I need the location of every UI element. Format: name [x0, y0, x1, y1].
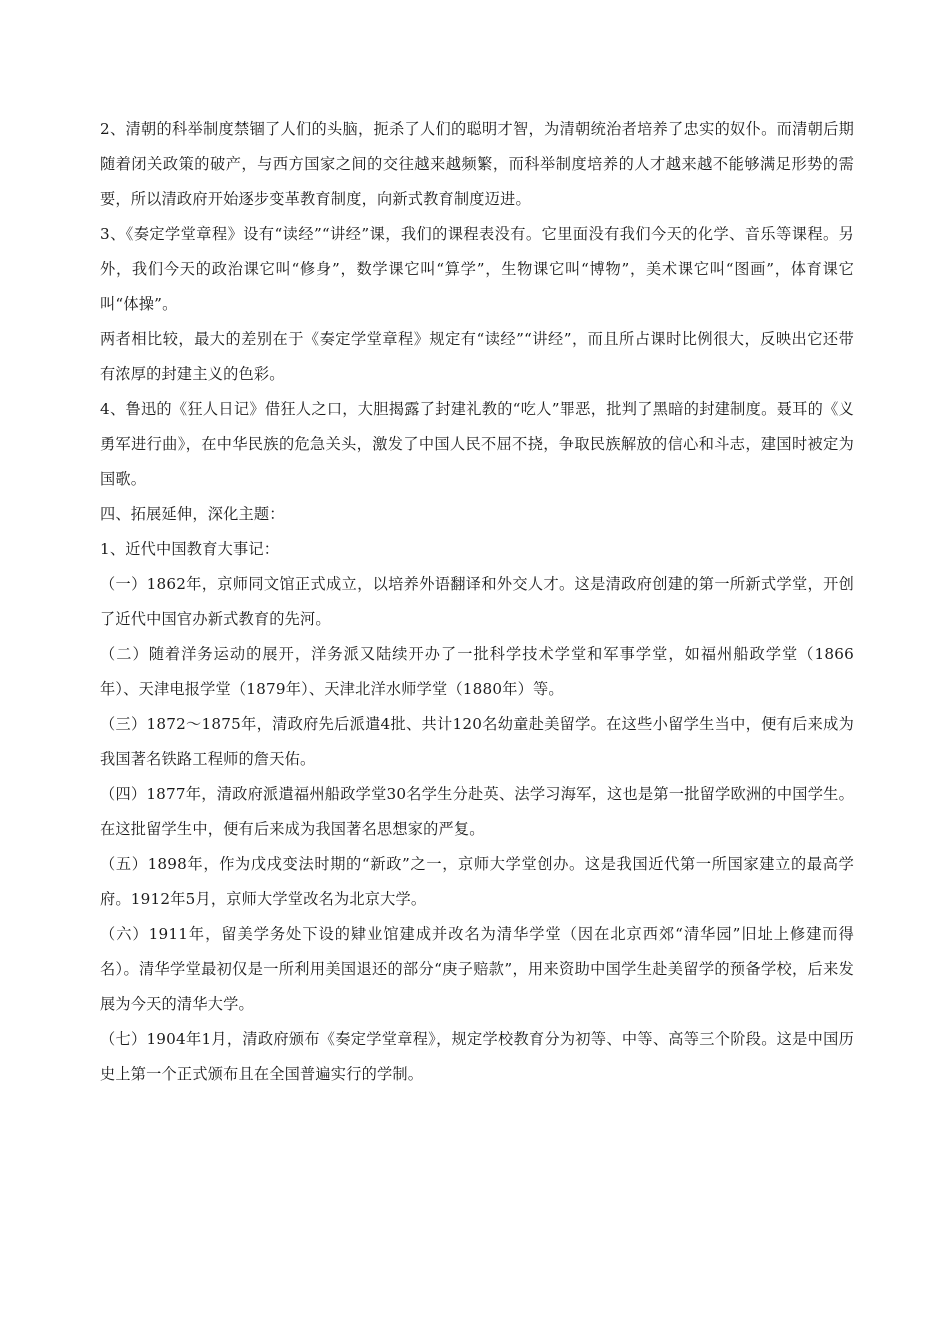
paragraph-point-3: 3、《奏定学堂章程》设有“读经”“讲经”课，我们的课程表没有。它里面没有我们今天的化学、音乐等课程。另外，我们今天的政治课它叫“修身”，数学课它叫“算学”，生物课它叫“博物”，美术课它叫“图画”，体育课它叫“体操”。 — [100, 225, 854, 313]
timeline-item-2: （二）随着洋务运动的展开，洋务派又陆续开办了一批科学技术学堂和军事学堂，如福州船政学堂（1866年）、天津电报学堂（1879年）、天津北洋水师学堂（1880年）等。 — [100, 645, 854, 698]
paragraph-point-2: 2、清朝的科举制度禁锢了人们的头脑，扼杀了人们的聪明才智，为清朝统治者培养了忠实的奴仆。而清朝后期随着闭关政策的破产，与西方国家之间的交往越来越频繁，而科举制度培养的人才越来越不能够满足形势的需要，所以清政府开始逐步变革教育制度，向新式教育制度迈进。 — [100, 120, 854, 208]
timeline-item-1: （一）1862年，京师同文馆正式成立，以培养外语翻译和外交人才。这是清政府创建的第一所新式学堂，开创了近代中国官办新式教育的先河。 — [100, 575, 854, 628]
timeline-item-5: （五）1898年，作为戊戌变法时期的“新政”之一，京师大学堂创办。这是我国近代第一所国家建立的最高学府。1912年5月，京师大学堂改名为北京大学。 — [100, 855, 854, 908]
subheading-education-timeline: 1、近代中国教育大事记： — [100, 540, 280, 558]
timeline-item-7: （七）1904年1月，清政府颁布《奏定学堂章程》，规定学校教育分为初等、中等、高等三个阶段。这是中国历史上第一个正式颁布且在全国普遍实行的学制。 — [100, 1030, 854, 1083]
paragraph-point-4: 4、鲁迅的《狂人日记》借狂人之口，大胆揭露了封建礼教的“吃人”罪恶，批判了黑暗的封建制度。聂耳的《义勇军进行曲》，在中华民族的危急关头，激发了中国人民不屈不挠，争取民族解放的信心和斗志，建国时被定为国歌。 — [100, 400, 854, 488]
timeline-item-3: （三）1872～1875年，清政府先后派遣4批、共计120名幼童赴美留学。在这些小留学生当中，便有后来成为我国著名铁路工程师的詹天佑。 — [100, 715, 854, 768]
timeline-item-4: （四）1877年，清政府派遣福州船政学堂30名学生分赴英、法学习海军，这也是第一批留学欧洲的中国学生。在这批留学生中，便有后来成为我国著名思想家的严复。 — [100, 785, 854, 838]
paragraph-comparison: 两者相比较，最大的差别在于《奏定学堂章程》规定有“读经”“讲经”，而且所占课时比例很大，反映出它还带有浓厚的封建主义的色彩。 — [100, 330, 854, 383]
section-heading-extension: 四、拓展延伸，深化主题： — [100, 505, 285, 523]
timeline-item-6: （六）1911年，留美学务处下设的肄业馆建成并改名为清华学堂（因在北京西郊“清华园”旧址上修建而得名）。清华学堂最初仅是一所利用美国退还的部分“庚子赔款”，用来资助中国学生赴美留学的预备学校，后来发展为今天的清华大学。 — [100, 925, 854, 1013]
